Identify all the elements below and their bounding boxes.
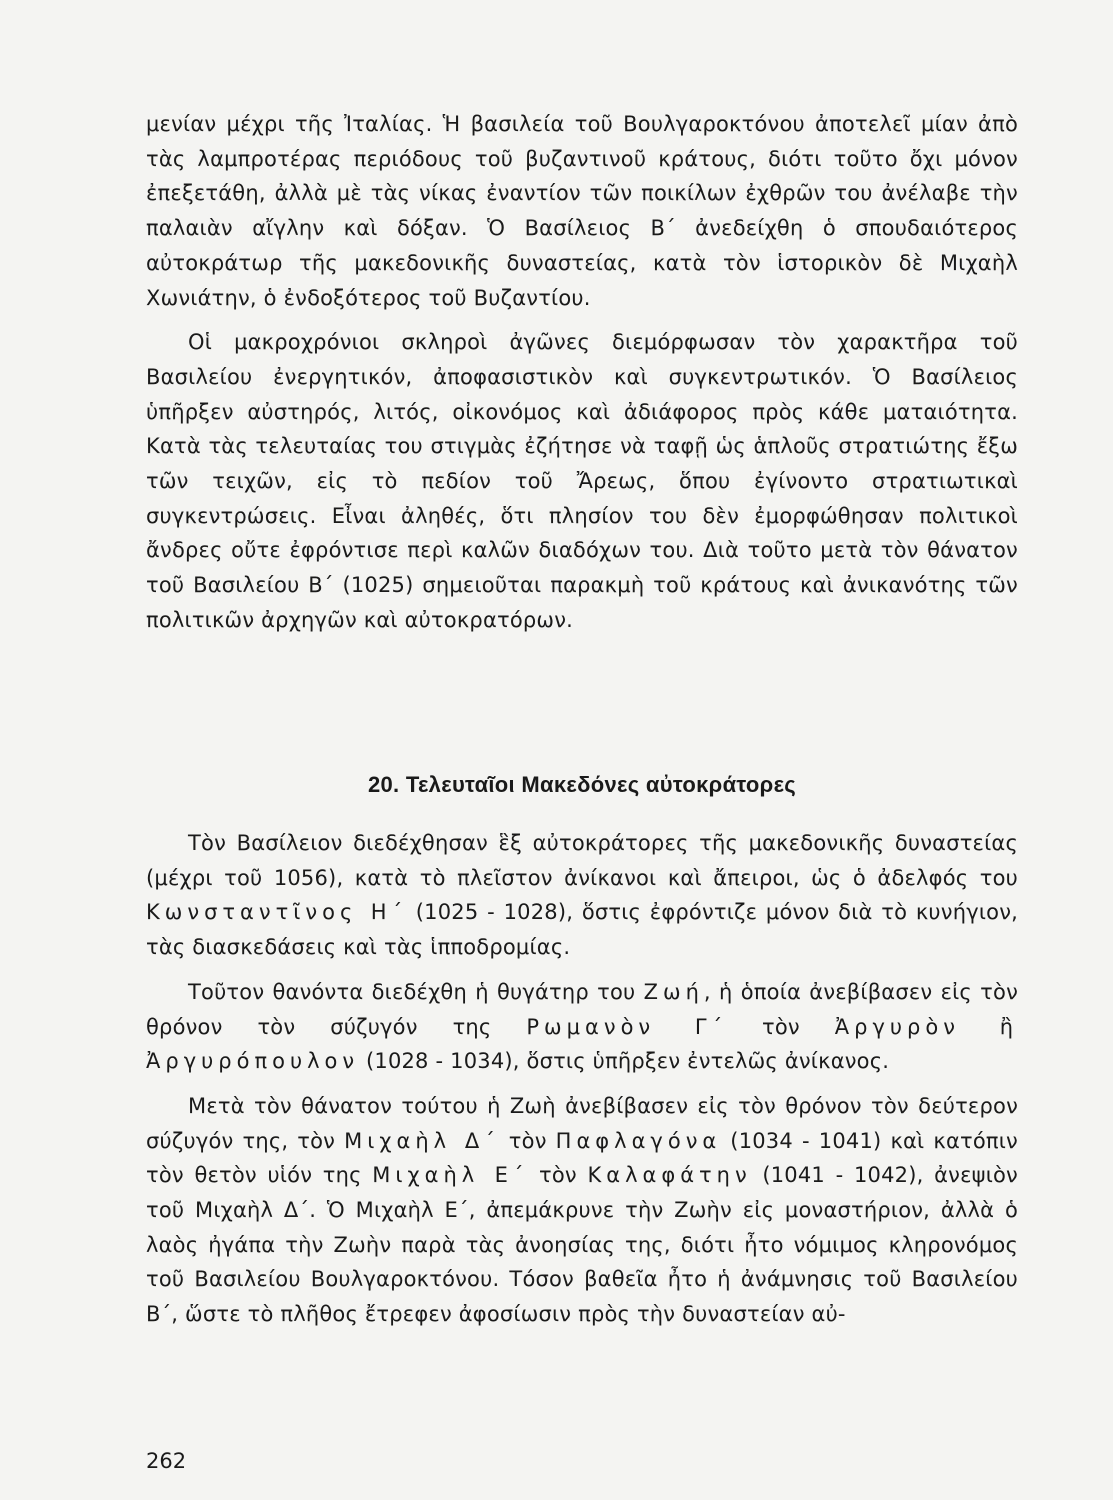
text-run: (1041 - 1042), ἀνεψιὸν τοῦ Μιχαὴλ Δ΄. Ὁ Μιχαὴλ Ε΄, ἀπεμάκρυνε τὴν Ζωὴν εἰς μοναστήριον, ἀλλὰ ὁ λαὸς ἠγάπα τὴν Ζωὴν παρὰ τὰς ἀνοησίας της, διότι ἦτο νόμιμος κληρονόμος τοῦ Βασιλείου Βουλγαροκτόνου. Τόσον βαθεῖα ἦτο ἡ ἀνάμνησις τοῦ Βασιλείου Β΄, ὥστε τὸ πλῆθος ἔτρεφεν ἀφοσίωσιν πρὸς τὴν δυναστείαν αὐ- — [146, 1163, 1018, 1327]
text-run: τὸν — [727, 1014, 835, 1039]
text-run: (1025 - 1028), ὅστις ἐφρόντιζε μόνον διὰ τὸ κυνήγιον, τὰς διασκεδάσεις καὶ τὰς ἱπποδρομίας. — [146, 900, 1019, 960]
paragraph-zoe — [146, 975, 1018, 1079]
text-block-bottom — [146, 826, 1018, 1342]
emperor-name: Παφλαγόνα — [555, 1128, 722, 1153]
emperor-name: Ζωή — [643, 979, 704, 1004]
emperor-name: Καλαφάτην — [587, 1163, 752, 1188]
section-title: 20. Τελευταῖοι Μακεδόνες αὐτοκράτορες — [367, 772, 797, 797]
page-number: 262 — [146, 1449, 187, 1473]
emperor-name: Ἀργυρὸν ἢ Ἀργυρόπουλον — [146, 1014, 1019, 1074]
text-block-top — [146, 107, 1018, 648]
paragraph-basil-reign: μενίαν μέχρι τῆς Ἰταλίας. Ἡ βασιλεία τοῦ Βουλγαροκτόνου ἀποτελεῖ μίαν ἀπὸ τὰς λαμπροτέρας περιόδους τοῦ βυζαντινοῦ κράτους, διότι τοῦτο ὄχι μόνον ἐπεξετάθη, ἀλλὰ μὲ τὰς νίκας ἐναντίον τῶν ποικίλων ἐχθρῶν του ἀνέλαβε τὴν παλαιὰν αἴγλην καὶ δόξαν. Ὁ Βασίλειος Β΄ ἀνεδείχθη ὁ σπουδαιότερος αὐτοκράτωρ τῆς μακεδονικῆς δυναστείας, κατὰ τὸν ἱστορικὸν δὲ Μιχαὴλ Χωνιάτην, ὁ ἐνδοξότερος τοῦ Βυζαντίου. — [146, 112, 1018, 310]
paragraph-successors — [146, 826, 1018, 965]
text-run: Τὸν Βασίλειον διεδέχθησαν ἓξ αὐτοκράτορες τῆς μακεδονικῆς δυναστείας (μέχρι τοῦ 1056), κατὰ τὸ πλεῖστον ἀνίκανοι καὶ ἄπειροι, ὡς ὁ ἀδελφός του — [146, 831, 1018, 890]
text-run: τὸν — [499, 1128, 556, 1153]
paragraph-basil-character: Οἱ μακροχρόνιοι σκληροὶ ἀγῶνες διεμόρφωσαν τὸν χαρακτῆρα τοῦ Βασιλείου ἐνεργητικόν, ἀποφασιστικὸν καὶ συγκεντρωτικόν. Ὁ Βασίλειος ὑπῆρξεν αὐστηρός, λιτός, οἰκονόμος καὶ ἀδιάφορος πρὸς κάθε ματαιότητα. Κατὰ τὰς τελευταίας του στιγμὰς ἐζήτησε νὰ ταφῇ ὡς ἁπλοῦς στρατιώτης ἔξω τῶν τειχῶν, εἰς τὸ πεδίον τοῦ Ἄρεως, ὅπου ἐγίνοντο στρατιωτικαὶ συγκεντρώσεις. Εἶναι ἀληθές, ὅτι πλησίον του δὲν ἐμορφώθησαν πολιτικοὶ ἄνδρες οὔτε ἐφρόντισε περὶ καλῶν διαδόχων του. Διὰ τοῦτο μετὰ τὸν θάνατον τοῦ Βασιλείου Β΄ (1025) σημειοῦται παρακμὴ τοῦ κράτους καὶ ἀνικανότης τῶν πολιτικῶν ἀρχηγῶν καὶ αὐτοκρατόρων. — [146, 330, 1018, 632]
emperor-name: Μιχαὴλ Ε΄ — [372, 1163, 529, 1188]
text-run: , ἡ ὁποία ἀνεβίβασεν εἰς τὸν θρόνον τὸν σύζυγόν της — [146, 979, 1019, 1039]
text-run: Τοῦτον θανόντα διεδέχθη ἡ θυγάτηρ του — [188, 979, 644, 1004]
emperor-name: Ρωμανὸν Γ΄ — [526, 1014, 728, 1039]
emperor-name: Κωνσταντῖνος Η΄ — [146, 900, 408, 925]
emperor-name: Μιχαὴλ Δ΄ — [344, 1128, 500, 1153]
text-run: Μετὰ τὸν θάνατον τούτου ἡ Ζωὴ ἀνεβίβασεν εἰς τὸν θρόνον τὸν δεύτερον σύζυγόν της, τὸν — [146, 1093, 1018, 1153]
text-run: (1028 - 1034), ὅστις ὑπῆρξεν ἐντελῶς ἀνίκανος. — [359, 1049, 890, 1074]
paragraph-michael — [146, 1089, 1018, 1332]
text-run: τὸν — [528, 1163, 588, 1188]
text-run: (1034 - 1041) καὶ κατόπιν τὸν θετὸν υἱόν της — [146, 1128, 1018, 1188]
